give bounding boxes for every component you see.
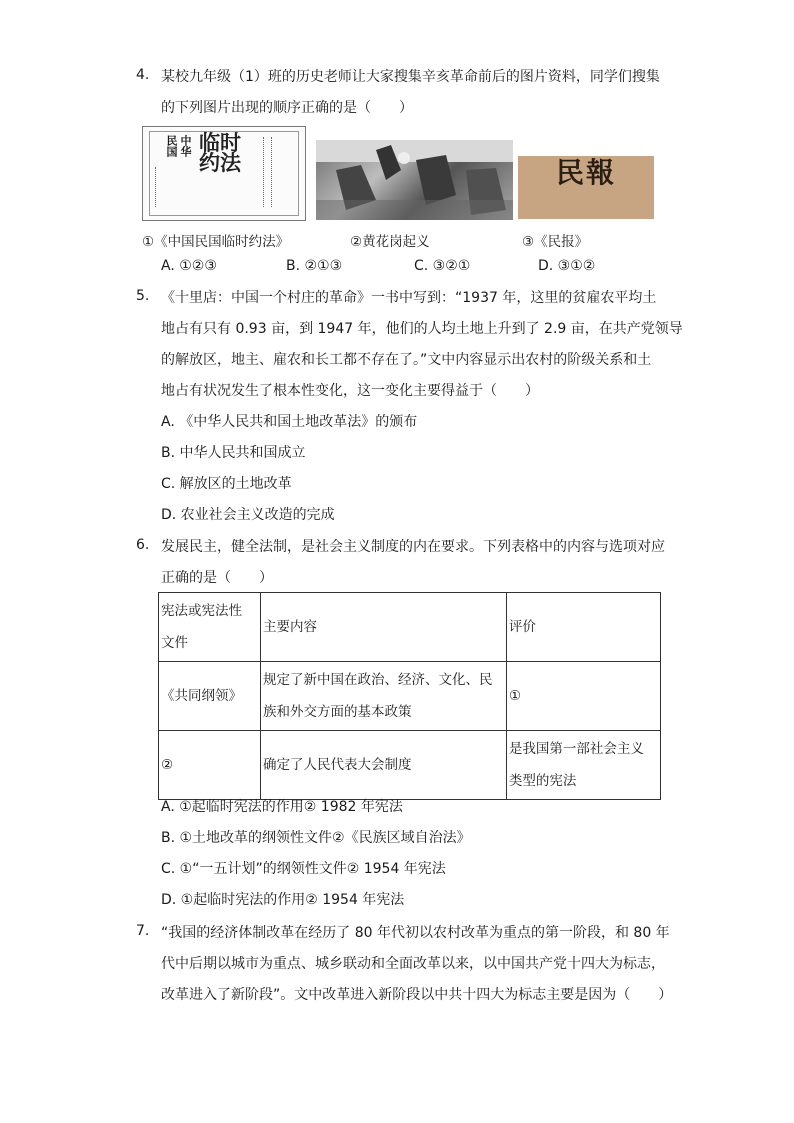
option-c[interactable]: C. ③②① [414,258,471,274]
question-text-line: 正确的是（ ） [161,570,273,586]
picture-captions [142,230,662,250]
table-cell: 主要内容 [260,593,506,662]
option-d[interactable]: D. ①起临时宪法的作用② 1954 年宪法 [161,892,405,908]
caption-3: ③《民报》 [522,234,589,250]
option-d[interactable]: D. ③①② [538,258,596,274]
question-number: 5. [136,288,150,304]
picture-strip [142,126,662,222]
question-number: 6. [136,537,150,553]
option-c[interactable]: C. 解放区的土地改革 [161,476,292,492]
caption-2: ②黄花岗起义 [350,234,430,250]
table-cell: ② [159,731,261,800]
table-cell: 规定了新中国在政治、经济、文化、民 族和外交方面的基本政策 [260,662,506,731]
question-number: 4. [136,67,150,83]
table-header-row [159,593,661,662]
question-text-line: 代中后期以城市为重点、城乡联动和全面改革以来，以中国共产党十四大为标志， [161,956,665,972]
question-text-line: 《十里店：中国一个村庄的革命》一书中写到：“1937 年，这里的贫雇农平均土 [161,290,657,306]
option-a[interactable]: A. ①起临时宪法的作用② 1982 年宪法 [161,799,403,815]
option-a[interactable]: A. ①②③ [161,258,217,274]
question-text-line: 改革进入了新阶段”。文中改革进入新阶段以中共十四大为标志主要是因为（ ） [161,987,673,1003]
option-a[interactable]: A. 《中华人民共和国土地改革法》的颁布 [161,414,418,430]
question-text-line: 的解放区，地主、雇农和长工都不存在了。”文中内容显示出农村的阶级关系和土 [161,352,652,368]
minbao-newspaper-image: 民報 [518,156,654,219]
huanghuagang-uprising-image [316,140,513,220]
option-b[interactable]: B. ②①③ [286,258,343,274]
provisional-constitution-image: 中华 民国 临时约法 [142,126,306,221]
question-text-line: 某校九年级（1）班的历史老师让大家搜集辛亥革命前后的图片资料，同学们搜集 [161,69,660,85]
option-d[interactable]: D. 农业社会主义改造的完成 [161,507,335,523]
question-text-line: 的下列图片出现的顺序正确的是（ ） [161,100,413,116]
option-b[interactable]: B. 中华人民共和国成立 [161,445,306,461]
table-cell: ① [506,662,660,731]
constitution-table [158,592,661,800]
question-text-line: “我国的经济体制改革在经历了 80 年代初以农村改革为重点的第一阶段，和 80 年 [161,925,670,941]
question-text-line: 地占有只有 0.93 亩，到 1947 年，他们的人均土地上升到了 2.9 亩，在共产党领导 [161,321,683,337]
caption-1: ①《中国民国临时约法》 [142,234,290,250]
table-cell: 评价 [506,593,660,662]
table-cell: 《共同纲领》 [159,662,261,731]
table-row [159,662,661,731]
table-row [159,731,661,800]
option-b[interactable]: B. ①土地改革的纲领性文件②《民族区域自治法》 [161,830,471,846]
question-text-line: 地占有状况发生了根本性变化，这一变化主要得益于（ ） [161,383,539,399]
question-text-line: 发展民主，健全法制，是社会主义制度的内在要求。下列表格中的内容与选项对应 [161,539,665,555]
table-cell: 是我国第一部社会主义 类型的宪法 [506,731,660,800]
question-number: 7. [136,923,150,939]
table-cell: 确定了人民代表大会制度 [260,731,506,800]
option-c[interactable]: C. ①“一五计划”的纲领性文件② 1954 年宪法 [161,861,446,877]
table-cell: 宪法或宪法性 文件 [159,593,261,662]
